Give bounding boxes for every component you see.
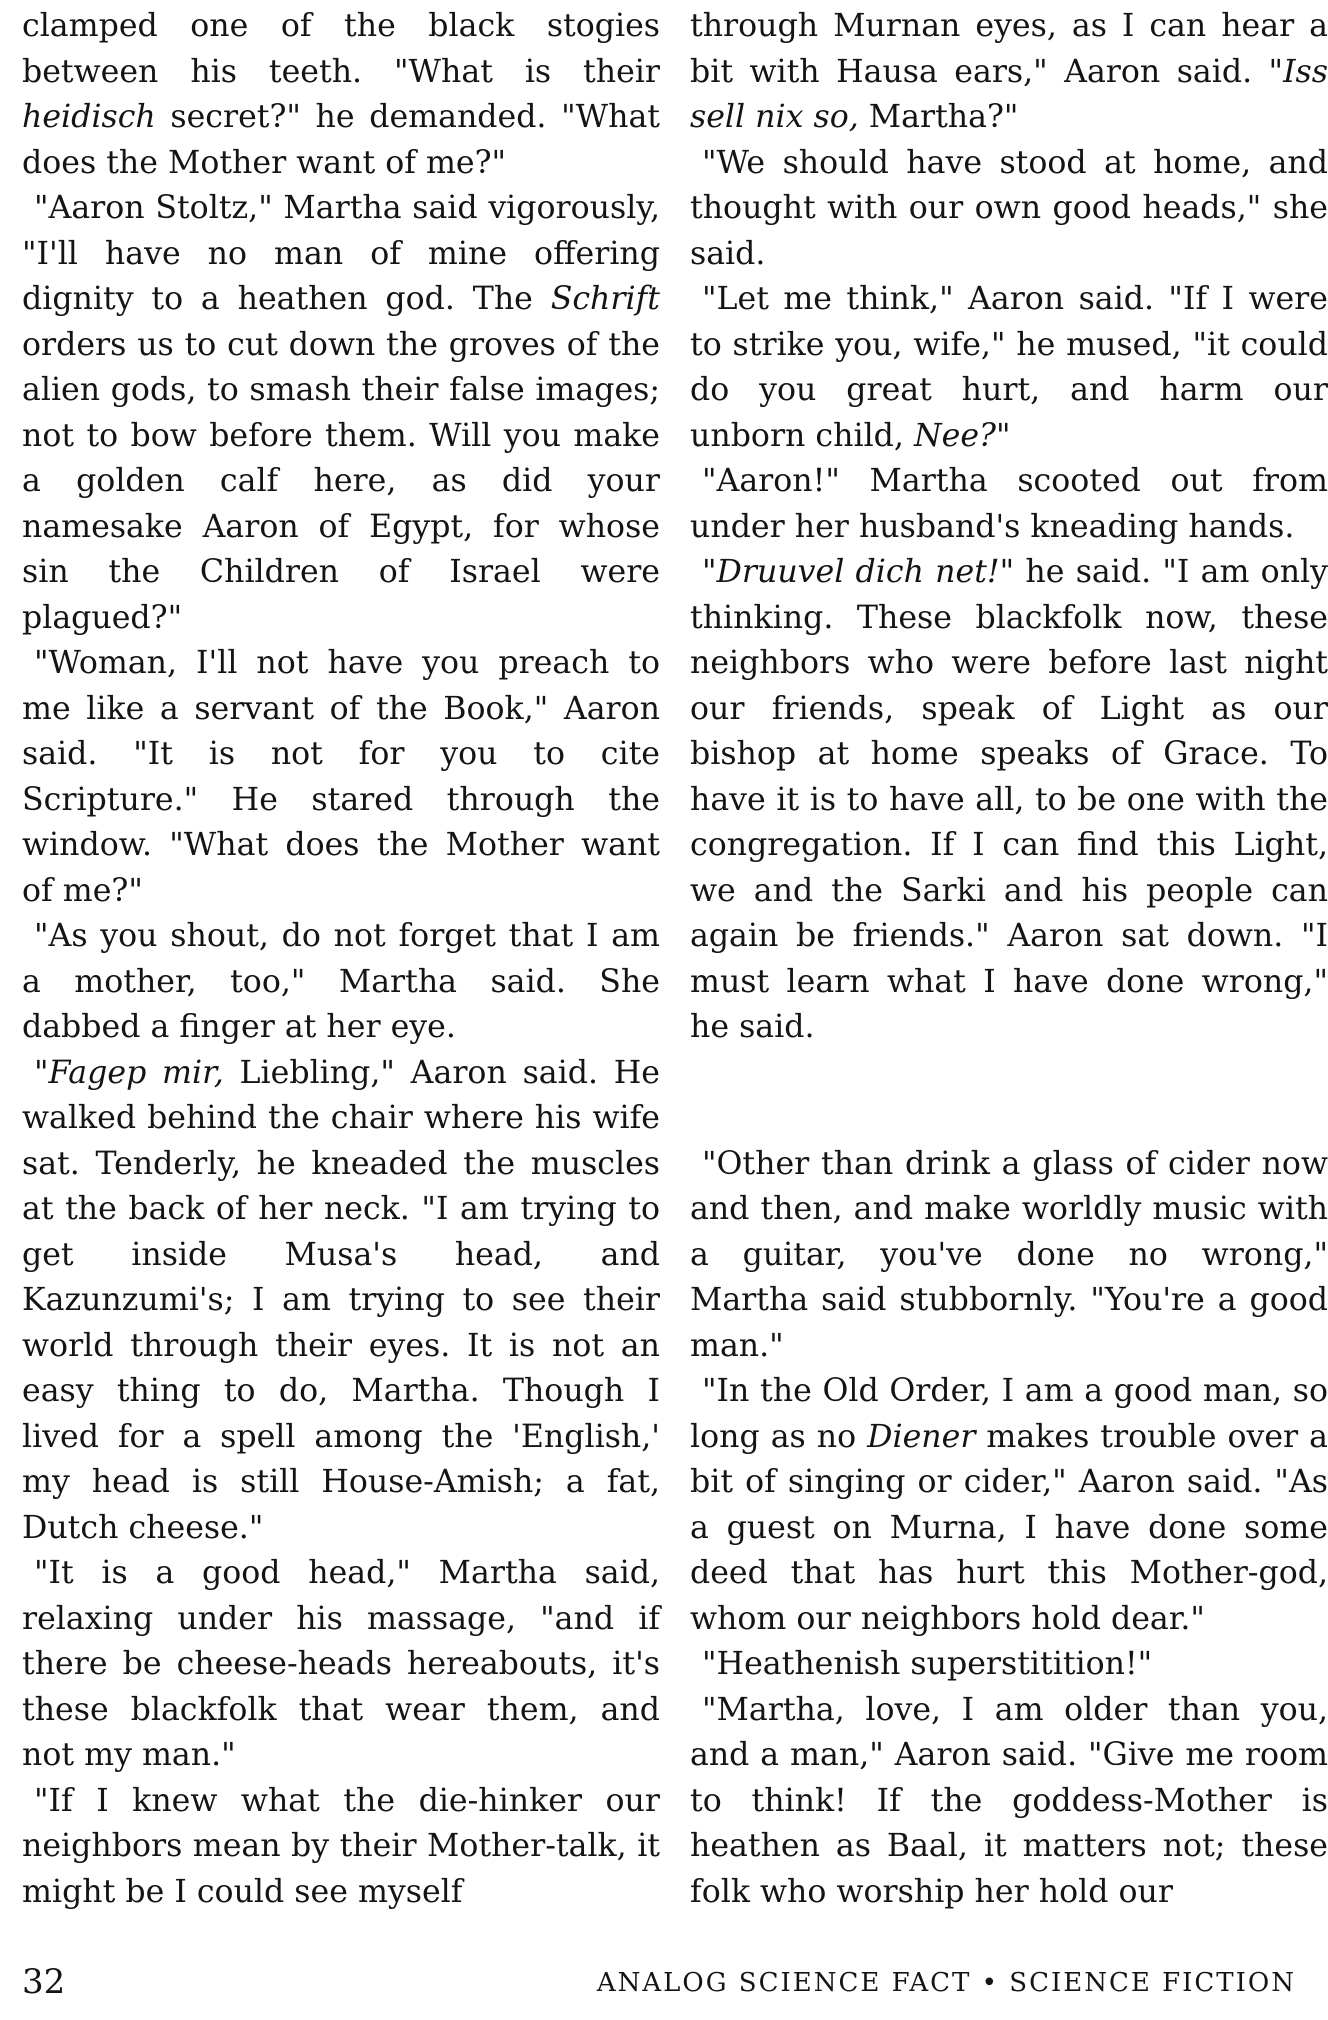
right-column-top-section	[690, 4, 1328, 1051]
paragraph	[690, 141, 1328, 278]
italic-text-run: Nee?"	[914, 417, 1011, 454]
paragraph	[690, 1142, 1328, 1370]
right-column-bottom-section	[690, 1142, 1328, 1916]
section-break	[690, 1051, 1328, 1142]
italic-text-run: "Iss sell nix so,	[690, 53, 1328, 135]
paragraph	[690, 277, 1328, 459]
paragraph	[22, 1779, 660, 1916]
paragraph	[690, 1369, 1328, 1642]
paragraph	[22, 1051, 660, 1552]
text-run: "We should have stood at home, and thought with our own good heads," she said.	[690, 144, 1328, 272]
italic-text-run: "Druuvel dich net!"	[702, 554, 1015, 590]
text-run: "Aaron Stoltz," Martha said vigorously, "I'll have no man of mine offering dignity to a heathen god. The	[22, 190, 660, 317]
left-text-column	[22, 4, 660, 1915]
text-run: "As you shout, do not forget that I am a mother, too," Martha said. She dabbed a finger at her eye.	[22, 918, 660, 1045]
paragraph	[690, 4, 1328, 141]
right-text-column	[690, 4, 1328, 1915]
paragraph	[22, 186, 660, 641]
italic-text-run: Schrift	[550, 281, 660, 317]
text-run: "It is a good head," Martha said, relaxing under his massage, "and if there be cheese-heads hereabouts, it's these blackfolk that wear them, and not my man."	[22, 1555, 660, 1773]
text-run: Martha?"	[858, 99, 1019, 135]
paragraph	[22, 641, 660, 914]
text-run: Liebling," Aaron said. He walked behind the chair where his wife sat. Tenderly, he kneaded the muscles at the back of her neck. "I am trying to get inside Musa's head, and Kazunzumi's; I am trying to see their world through their eyes. It is not an easy thing to do, Martha. Though I lived for a spell among the 'English,' my head is still House-Amish; a fat, Dutch cheese."	[22, 1054, 660, 1546]
text-run: "If I knew what the die-hinker our neighbors mean by their Mother-talk, it might be I could see myself	[22, 1782, 660, 1910]
text-run: "Heathenish superstitition!"	[702, 1646, 1153, 1682]
text-run: he said. "I am only thinking. These blackfolk now, these neighbors who were before last night our friends, speak of Light as our bishop at home speaks of Grace. To have it is to have all, to be one with the congregation. If I can find this Light, we and the Sarki and his people can again be friends." Aaron sat down. "I must learn what I have done wrong," he said.	[690, 554, 1328, 1045]
paragraph	[22, 914, 660, 1051]
text-run: "In the Old Order, I am a good man, so long as no	[690, 1373, 1328, 1455]
page-number: 32	[22, 1962, 66, 2002]
text-run: "Martha, love, I am older than you, and a man," Aaron said. "Give me room to think! If the goddess-Mother is heathen as Baal, it matters not; these folk who worship her hold our	[690, 1691, 1328, 1910]
page-footer	[0, 1962, 1320, 2012]
paragraph	[690, 550, 1328, 1051]
paragraph	[690, 1688, 1328, 1916]
text-run: clamped one of the black stogies between his teeth. "What is their	[22, 8, 660, 90]
running-title: ANALOG SCIENCE FACT • SCIENCE FICTION	[596, 1968, 1296, 1998]
text-run: "Aaron!" Martha scooted out from under her husband's kneading hands.	[690, 463, 1328, 545]
text-run: "Other than drink a glass of cider now and then, and make worldly music with a guitar, you've done no wrong," Martha said stubbornly. "You're a good man."	[690, 1145, 1328, 1364]
paragraph	[22, 4, 660, 186]
text-run: "Let me think," Aaron said. "If I were to strike you, wife," he mused, "it could do you great hurt, and harm our unborn child,	[690, 281, 1328, 454]
text-run: orders us to cut down the groves of the alien gods, to smash their false images; not to bow before them. Will you make a golden calf here, as did your namesake Aaron of Egypt, for whose sin the Children of Israel were plagued?"	[22, 326, 660, 636]
text-run: "Woman, I'll not have you preach to me like a servant of the Book," Aaron said. "It is not for you to cite Scripture." He stared through the window. "What does the Mother want of me?"	[22, 645, 660, 909]
italic-text-run: heidisch	[22, 99, 156, 135]
text-run: through Murnan eyes, as I can hear a bit with Hausa ears," Aaron said.	[690, 8, 1328, 90]
paragraph	[690, 1642, 1328, 1688]
italic-text-run: Diener	[867, 1418, 976, 1455]
paragraph	[22, 1551, 660, 1779]
italic-text-run: "Fagep mir,	[34, 1054, 224, 1091]
paragraph	[690, 459, 1328, 550]
text-run: secret?" he demanded. "What does the Mother want of me?"	[22, 99, 660, 181]
text-run: makes trouble over a bit of singing or cider," Aaron said. "As a guest on Murna, I have done some deed that has hurt this Mother-god, whom our neighbors hold dear."	[690, 1418, 1328, 1637]
